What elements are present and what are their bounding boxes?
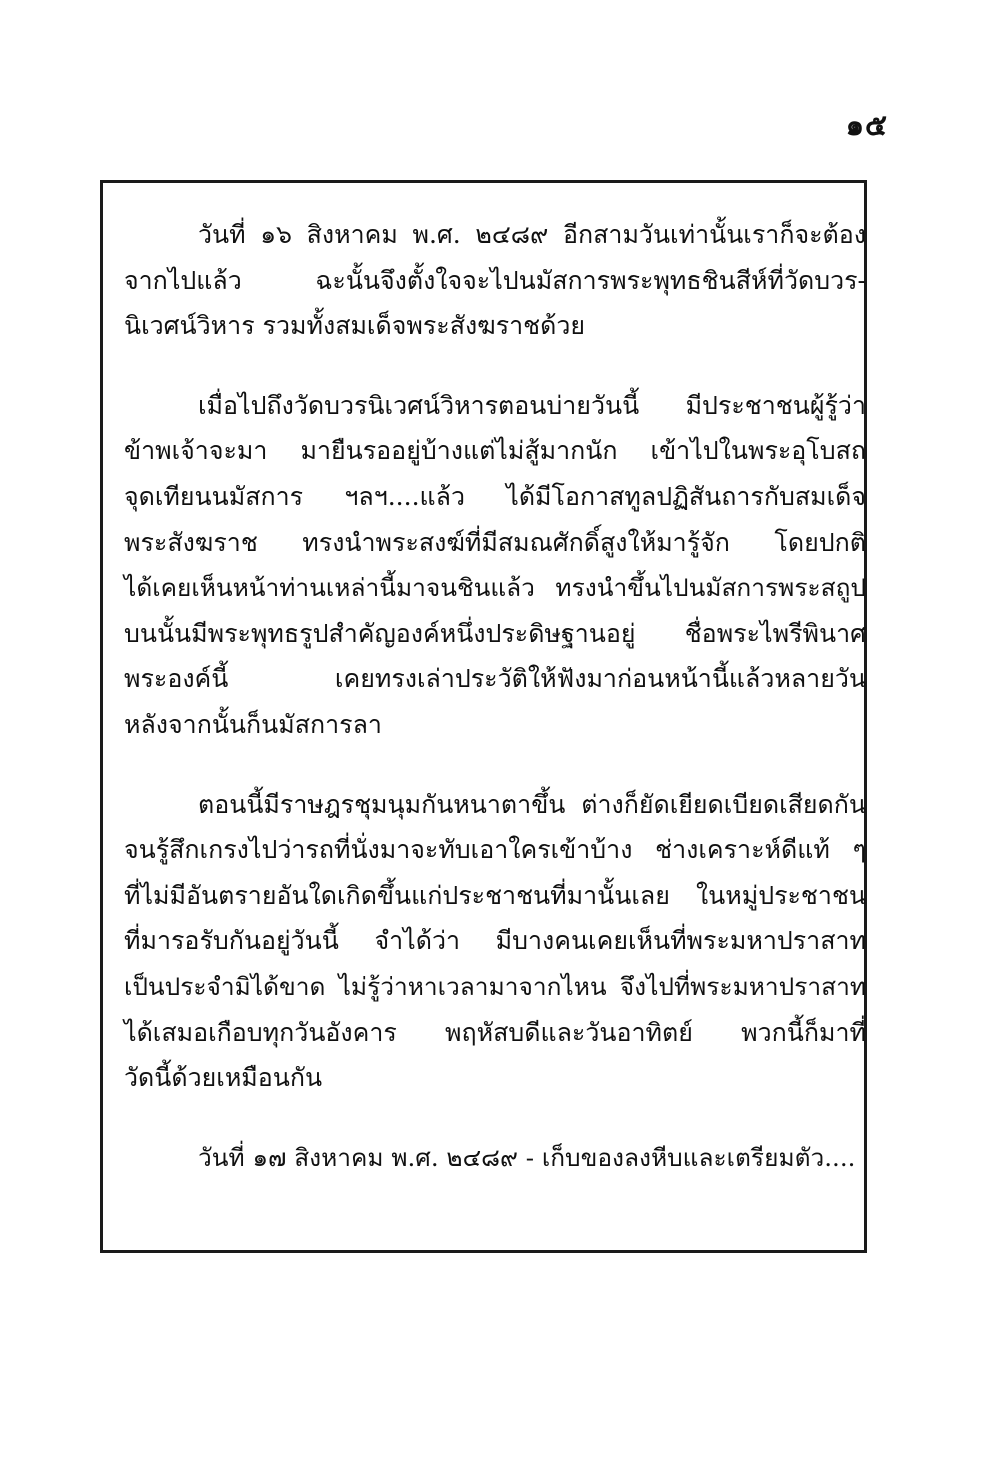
text-line: วันที่ ๑๗ สิงหาคม พ.ศ. ๒๔๘๙ - เก็บของลงหีบและเตรียมตัว....	[198, 1142, 856, 1172]
paragraph	[124, 782, 866, 1101]
text-line: ตอนนี้มีราษฎรชุมนุมกันหนาตาขึ้น ต่างก็ยัดเยียดเบียดเสียดกัน	[198, 789, 866, 819]
text-line: วันที่ ๑๖ สิงหาคม พ.ศ. ๒๔๘๙ อีกสามวันเท่านั้นเราก็จะต้อง	[198, 220, 866, 249]
text-line: ที่มารอรับกันอยู่วันนี้ จำได้ว่า มีบางคนเคยเห็นที่พระมหาปราสาท	[124, 926, 866, 956]
text-line: ได้เสมอเกือบทุกวันอังคาร พฤหัสบดีและวันอาทิตย์ พวกนี้ก็มาที่	[124, 1017, 866, 1047]
paragraph	[124, 1135, 866, 1181]
text-line: นิเวศน์วิหาร รวมทั้งสมเด็จพระสังฆราชด้วย	[124, 311, 586, 341]
text-line: จากไปแล้ว ฉะนั้นจึงตั้งใจจะไปนมัสการพระพุทธชินสีห์ที่วัดบวร-	[124, 265, 866, 295]
paragraph	[124, 383, 866, 748]
body-text	[124, 212, 866, 1180]
text-line: ได้เคยเห็นหน้าท่านเหล่านี้มาจนชินแล้ว ทรงนำขึ้นไปนมัสการพระสถูป	[124, 573, 866, 603]
page-number: ๑๕	[845, 108, 888, 142]
text-line: พระสังฆราช ทรงนำพระสงฆ์ที่มีสมณศักดิ์สูงให้มารู้จัก โดยปกติ	[124, 527, 866, 557]
text-line: เมื่อไปถึงวัดบวรนิเวศน์วิหารตอนบ่ายวันนี้ มีประชาชนผู้รู้ว่า	[198, 390, 866, 420]
text-line: ข้าพเจ้าจะมา มายืนรออยู่บ้างแต่ไม่สู้มากนัก เข้าไปในพระอุโบสถ	[124, 436, 866, 466]
text-line: วัดนี้ด้วยเหมือนกัน	[124, 1063, 323, 1093]
text-line: จุดเทียนนมัสการ ฯลฯ....แล้ว ได้มีโอกาสทูลปฏิสันถารกับสมเด็จ	[124, 481, 866, 511]
text-line: เป็นประจำมิได้ขาด ไม่รู้ว่าหาเวลามาจากไหน จึงไปที่พระมหาปราสาท	[124, 971, 866, 1001]
text-line: จนรู้สึกเกรงไปว่ารถที่นั่งมาจะทับเอาใครเข้าบ้าง ช่างเคราะห์ดีแท้ ๆ	[124, 835, 866, 865]
text-line: บนนั้นมีพระพุทธรูปสำคัญองค์หนึ่งประดิษฐานอยู่ ชื่อพระไพรีพินาศ	[124, 618, 866, 648]
paragraph	[124, 212, 866, 349]
text-line: หลังจากนั้นก็นมัสการลา	[124, 709, 382, 739]
text-line: พระองค์นี้ เคยทรงเล่าประวัติให้ฟังมาก่อนหน้านี้แล้วหลายวัน	[124, 664, 866, 694]
text-line: ที่ไม่มีอันตรายอันใดเกิดขึ้นแก่ประชาชนที่มานั้นเลย ในหมู่ประชาชน	[124, 880, 866, 910]
